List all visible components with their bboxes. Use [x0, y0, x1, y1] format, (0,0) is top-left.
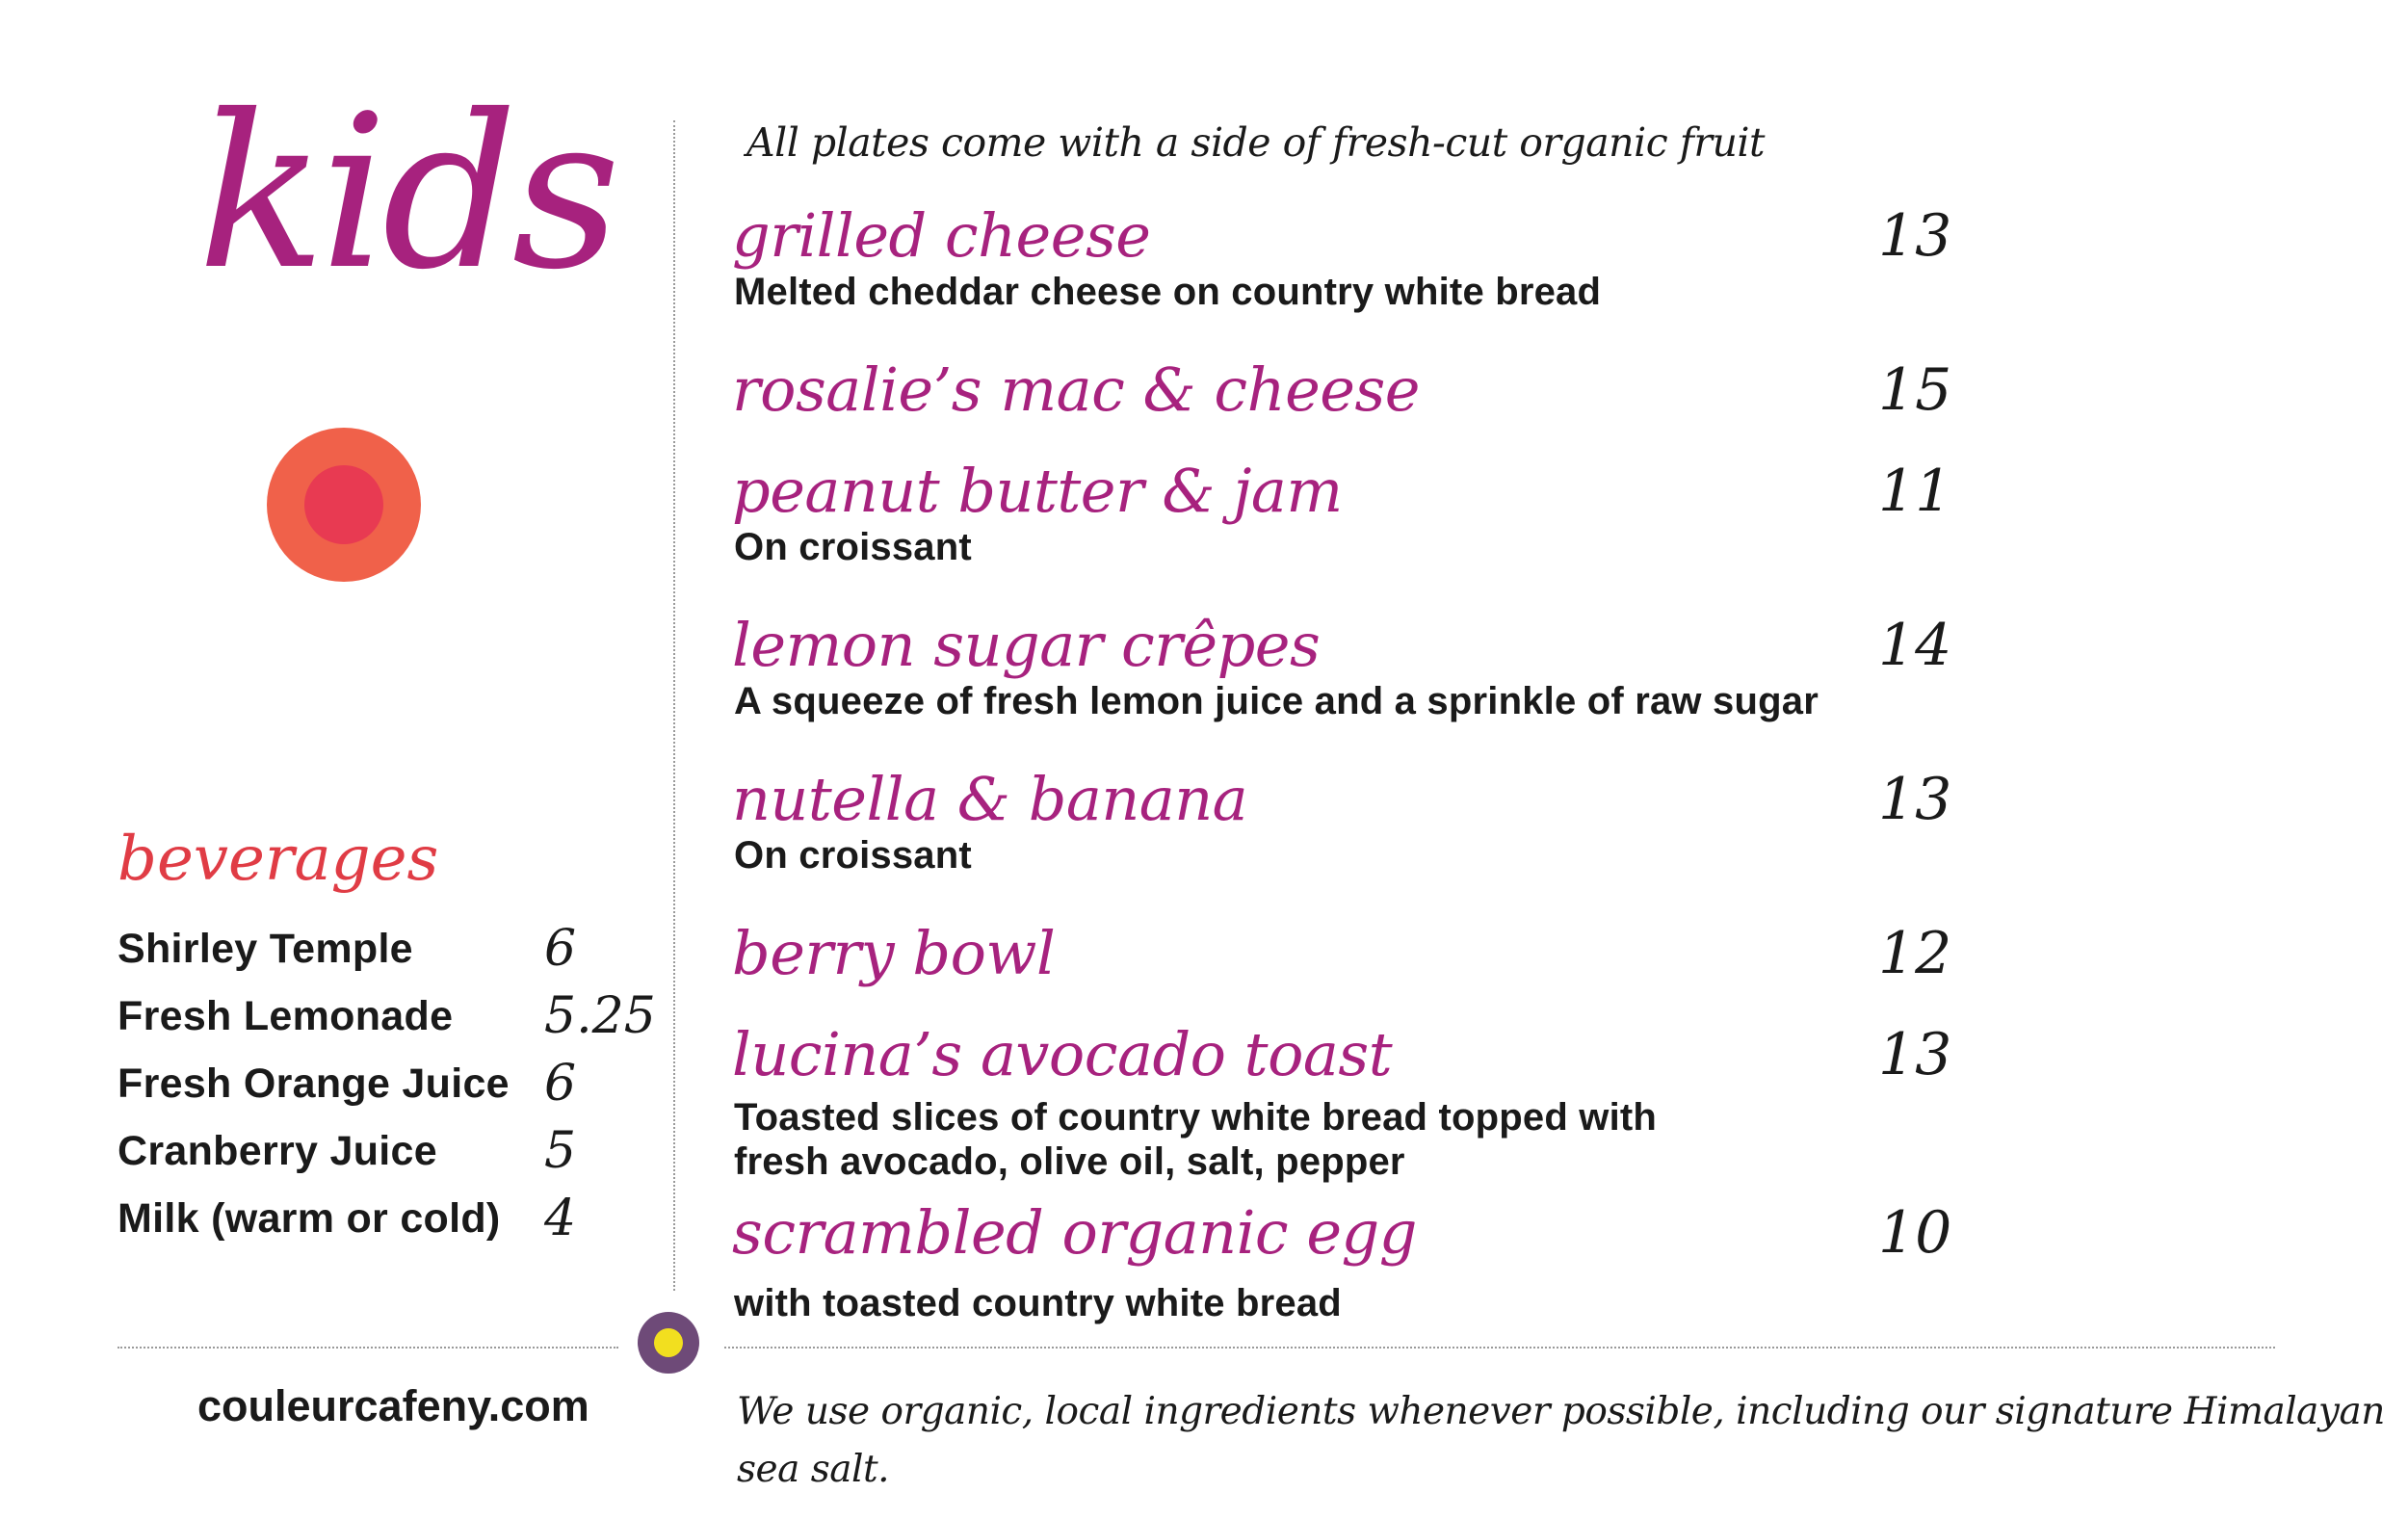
- menu-item-name: lucina’s avocado toast: [732, 1019, 1393, 1089]
- menu-item-description: On croissant: [734, 526, 972, 568]
- menu-item-price: 14: [1878, 612, 1952, 679]
- menu-item-description: A squeeze of fresh lemon juice and a sprinkle of raw sugar: [734, 680, 1819, 722]
- beverage-name: Cranberry Juice: [118, 1128, 437, 1174]
- menu-item-name: nutella & banana: [732, 764, 1248, 834]
- beverage-price: 6: [544, 920, 577, 978]
- menu-item-price: 11: [1878, 458, 1952, 525]
- menu-item-description: On croissant: [734, 834, 972, 877]
- menu-item-price: 13: [1878, 766, 1952, 833]
- beverage-name: Fresh Lemonade: [118, 993, 454, 1039]
- beverage-price: 5: [544, 1122, 577, 1180]
- website-link[interactable]: couleurcafeny.com: [197, 1381, 589, 1430]
- menu-item-name: rosalie’s mac & cheese: [732, 354, 1420, 425]
- intro-note: All plates come with a side of fresh-cut organic fruit: [746, 119, 1765, 166]
- beverage-name: Fresh Orange Juice: [118, 1061, 510, 1107]
- beverage-price: 4: [544, 1190, 577, 1247]
- beverage-row: [118, 920, 638, 978]
- logo-circle-icon: [266, 427, 422, 583]
- vertical-divider: [673, 120, 675, 1291]
- menu-item-name: peanut butter & jam: [732, 456, 1343, 526]
- beverage-row: [118, 987, 656, 1045]
- footer-note: We use organic, local ingredients whenever possible, including our signature Himalayan sea salt.: [737, 1390, 2385, 1491]
- logo-inner-dot: [304, 465, 383, 544]
- menu-item-name: scrambled organic egg: [732, 1197, 1417, 1268]
- beverage-price: 5.25: [544, 987, 656, 1045]
- beverage-row: [118, 1122, 638, 1180]
- menu-item-description: Toasted slices of country white bread topped with: [734, 1096, 1658, 1139]
- beverages-heading: beverages: [118, 824, 439, 895]
- beverage-price: 6: [544, 1055, 577, 1113]
- menu-item-name: berry bowl: [732, 918, 1056, 988]
- menu-item-description: Melted cheddar cheese on country white bread: [734, 271, 1602, 313]
- menu-item-name: grilled cheese: [732, 200, 1151, 271]
- menu-item-price: 13: [1878, 202, 1952, 270]
- beverage-name: Shirley Temple: [118, 926, 413, 972]
- footer-divider-right: [724, 1347, 2275, 1349]
- page-title: kids: [197, 69, 615, 316]
- menu-item-price: 15: [1878, 356, 1952, 424]
- beverage-row: [118, 1055, 638, 1113]
- menu-item-name: lemon sugar crêpes: [732, 610, 1321, 680]
- menu-item-price: 13: [1878, 1021, 1952, 1088]
- footer-divider-left: [118, 1347, 618, 1349]
- menu-item-price: 12: [1878, 920, 1952, 987]
- beverage-row: [118, 1190, 638, 1247]
- menu-item-description: fresh avocado, olive oil, salt, pepper: [734, 1140, 1405, 1183]
- beverage-name: Milk (warm or cold): [118, 1195, 501, 1242]
- footer-dot-icon: [637, 1311, 700, 1375]
- menu-item-price: 10: [1878, 1199, 1952, 1267]
- menu-item-description: with toasted country white bread: [734, 1282, 1342, 1324]
